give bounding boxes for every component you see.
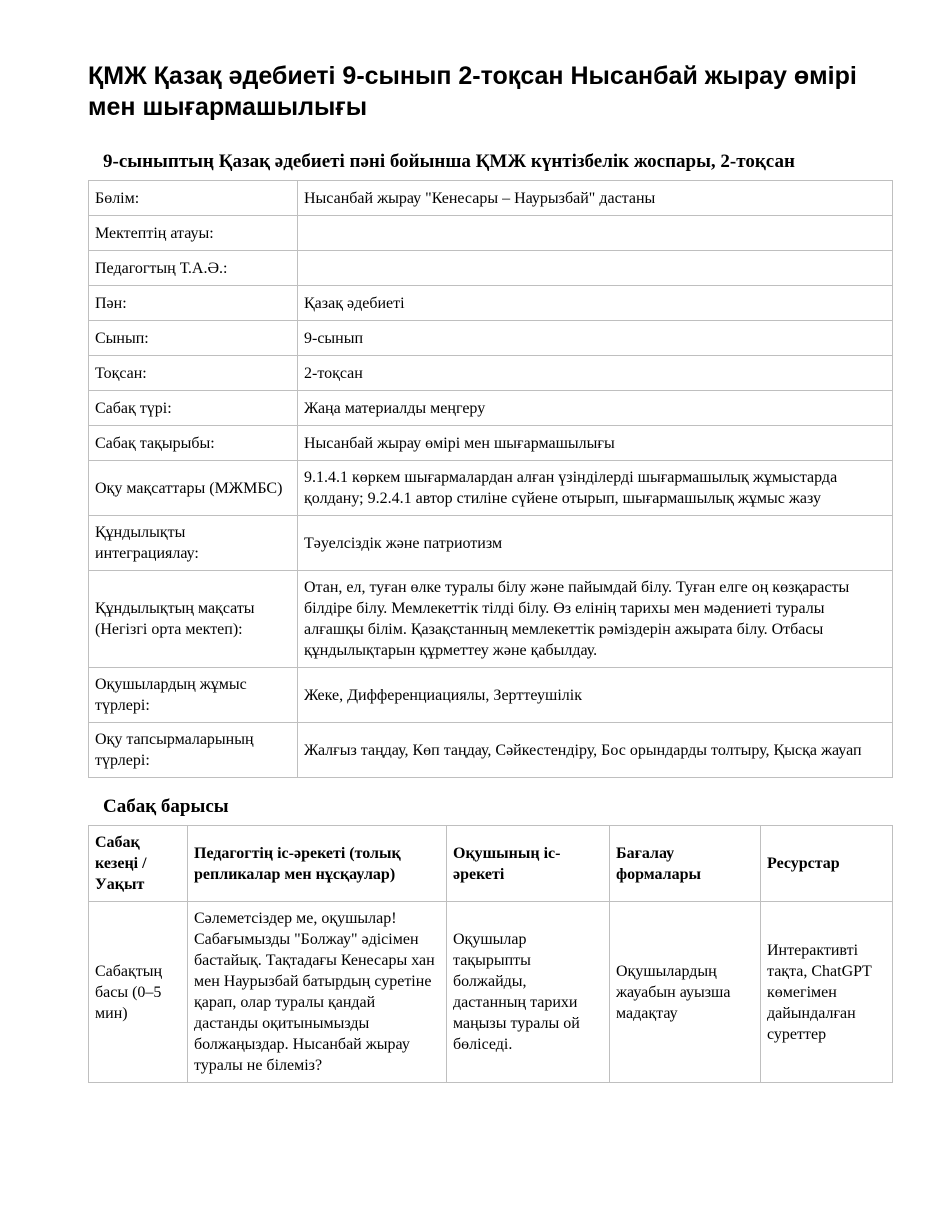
info-row-value-integration <box>89 516 893 571</box>
column-header-assessment: Бағалау формалары <box>610 826 761 902</box>
info-label: Оқу мақсаттары (МЖМБС) <box>89 461 298 516</box>
info-row-learning-objectives <box>89 461 893 516</box>
lesson-heading: Сабақ барысы <box>103 796 229 817</box>
info-row-lesson-type <box>89 391 893 426</box>
info-value: Қазақ әдебиеті <box>298 286 893 321</box>
column-header-resources: Ресурстар <box>761 826 893 902</box>
info-value <box>298 251 893 286</box>
info-row-value-goal <box>89 571 893 668</box>
info-value: Жаңа материалды меңгеру <box>298 391 893 426</box>
info-value: 2-тоқсан <box>298 356 893 391</box>
info-row-section <box>89 181 893 216</box>
info-value: Нысанбай жырау "Кенесары – Наурызбай" дастаны <box>298 181 893 216</box>
info-value: 9-сынып <box>298 321 893 356</box>
column-header-teacher-actions: Педагогтің іс-әрекеті (толық репликалар мен нұсқаулар) <box>188 826 447 902</box>
info-label: Бөлім: <box>89 181 298 216</box>
cell-assessment: Оқушылардың жауабын ауызша мадақтау <box>610 902 761 1083</box>
cell-stage: Сабақтың басы (0–5 мин) <box>89 902 188 1083</box>
info-value: 9.1.4.1 көркем шығармалардан алған үзінділерді шығармашылық жұмыстарда қолдану; 9.2.4.1 автор стилiне сүйене отырып, шығармашылық жұмыс жазу <box>298 461 893 516</box>
cell-teacher-actions: Сәлеметсіздер ме, оқушылар! Сабағымызды "Болжау" әдісімен бастайық. Тақтадағы Кенесары хан мен Наурызбай батырдың суретіне қарап, олар туралы қандай дастанды оқитынымызды болжаңыздар. Нысанбай жырау туралы не білеміз? <box>188 902 447 1083</box>
info-label: Педагогтың Т.А.Ә.: <box>89 251 298 286</box>
info-value: Тәуелсіздік және патриотизм <box>298 516 893 571</box>
info-row-lesson-topic <box>89 426 893 461</box>
info-row-work-types <box>89 668 893 723</box>
info-row-grade <box>89 321 893 356</box>
cell-resources: Интерактивті тақта, ChatGPT көмегімен дайындалған суреттер <box>761 902 893 1083</box>
info-row-teacher <box>89 251 893 286</box>
info-label: Пән: <box>89 286 298 321</box>
table-row <box>89 902 893 1083</box>
cell-student-actions: Оқушылар тақырыпты болжайды, дастанның тарихи маңызы туралы ой бөліседі. <box>447 902 610 1083</box>
info-value: Нысанбай жырау өмірі мен шығармашылығы <box>298 426 893 461</box>
plan-info-table <box>88 180 893 778</box>
info-value <box>298 216 893 251</box>
document-title: ҚМЖ Қазақ әдебиеті 9-сынып 2-тоқсан Нысанбай жырау өмірі мен шығармашылығы <box>88 62 857 121</box>
info-value: Жеке, Дифференциациялы, Зерттеушілік <box>298 668 893 723</box>
info-label: Оқу тапсырмаларының түрлері: <box>89 723 298 778</box>
info-row-task-types <box>89 723 893 778</box>
info-value: Отан, ел, туған өлке туралы білу және пайымдай білу. Туған елге оң көзқарасты білдіре білу. Мемлекеттік тілді білу. Өз елінің тарихы мен мәдениеті туралы алғашқы білім. Қазақстанның мемлекеттік рәміздерін ажырата білу. Отбасы құндылықтарын құрметтеу және қабылдау. <box>298 571 893 668</box>
info-label: Сабақ түрі: <box>89 391 298 426</box>
column-header-stage: Сабақ кезеңі / Уақыт <box>89 826 188 902</box>
info-row-term <box>89 356 893 391</box>
info-label: Сынып: <box>89 321 298 356</box>
lesson-header-row <box>89 826 893 902</box>
document-page <box>88 0 893 1083</box>
lesson-plan-table <box>88 825 893 1083</box>
info-value: Жалғыз таңдау, Көп таңдау, Сәйкестендіру, Бос орындарды толтыру, Қысқа жауап <box>298 723 893 778</box>
info-row-subject <box>89 286 893 321</box>
info-label: Оқушылардың жұмыс түрлері: <box>89 668 298 723</box>
plan-heading: 9-сыныптың Қазақ әдебиеті пәні бойынша ҚМЖ күнтізбелік жоспары, 2-тоқсан <box>103 151 795 172</box>
info-row-school <box>89 216 893 251</box>
column-header-student-actions: Оқушының іс-әрекеті <box>447 826 610 902</box>
info-label: Мектептің атауы: <box>89 216 298 251</box>
info-label: Сабақ тақырыбы: <box>89 426 298 461</box>
info-label: Тоқсан: <box>89 356 298 391</box>
info-label: Құндылықтың мақсаты (Негізгі орта мектеп): <box>89 571 298 668</box>
info-label: Құндылықты интеграциялау: <box>89 516 298 571</box>
